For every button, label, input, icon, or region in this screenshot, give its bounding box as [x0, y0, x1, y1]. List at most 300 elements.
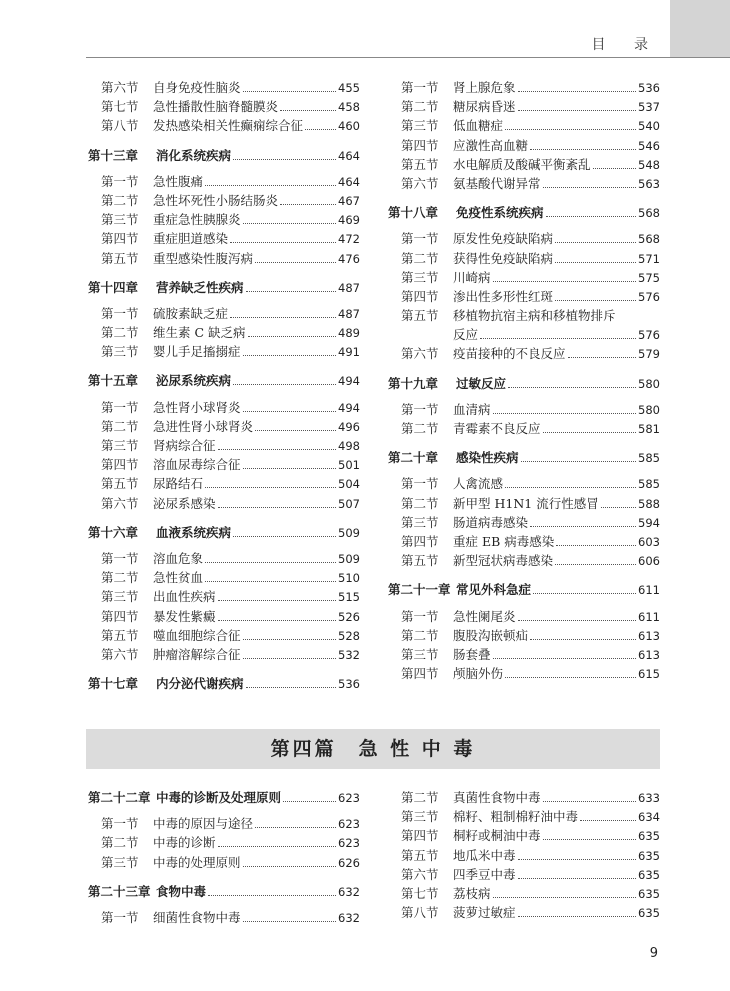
running-header-title: 目 录 — [591, 37, 660, 53]
dot-leader — [530, 627, 636, 640]
page-ref: 487 — [338, 280, 360, 295]
page-ref: 540 — [638, 119, 660, 134]
section-number: 第一节 — [101, 816, 139, 832]
section-title: 泌尿系感染 — [153, 495, 216, 511]
toc-entry-section — [388, 807, 660, 826]
page-ref: 585 — [638, 477, 660, 492]
dot-leader — [546, 204, 637, 217]
chapter-number: 第十九章 — [388, 375, 439, 391]
section-number: 第三节 — [401, 118, 439, 134]
chapter-number: 第二十章 — [388, 450, 439, 466]
toc-column-left-top — [88, 78, 360, 700]
page-ref: 568 — [638, 232, 660, 247]
section-number: 第五节 — [401, 156, 439, 172]
toc-entry-section — [88, 210, 360, 229]
toc-entry-section — [88, 417, 360, 436]
dot-leader — [601, 495, 636, 508]
toc-entry-section — [388, 229, 660, 248]
section-title: 原发性免疫缺陷病 — [453, 231, 554, 247]
dot-leader — [505, 665, 636, 678]
page-ref: 611 — [638, 583, 660, 598]
section-number: 第五节 — [401, 308, 439, 324]
chapter-number: 第十四章 — [88, 279, 139, 295]
chapter-title: 感染性疾病 — [456, 450, 519, 466]
toc-entry-section — [388, 174, 660, 193]
dot-leader — [543, 789, 637, 802]
section-title: 地瓜米中毒 — [453, 847, 516, 863]
dot-leader — [205, 569, 336, 582]
section-title: 出血性疾病 — [153, 589, 216, 605]
toc-entry-chapter — [388, 580, 660, 599]
section-number: 第五节 — [101, 627, 139, 643]
section-number: 第一节 — [401, 80, 439, 95]
toc-entry-section — [88, 908, 360, 927]
section-title: 菠萝过敏症 — [453, 905, 516, 921]
section-number: 第三节 — [401, 269, 439, 285]
dot-leader — [543, 827, 637, 840]
toc-entry-chapter — [88, 371, 360, 390]
toc-entry-section — [88, 474, 360, 493]
toc-entry-section — [88, 587, 360, 606]
section-title: 重症急性胰腺炎 — [153, 212, 241, 228]
section-title: 急性阑尾炎 — [453, 608, 516, 624]
toc-entry-section — [388, 474, 660, 493]
dot-leader — [205, 475, 336, 488]
section-title: 急性播散性脑脊髓膜炎 — [153, 99, 279, 115]
page-ref: 580 — [638, 376, 660, 391]
toc-entry-section — [88, 342, 360, 361]
section-title: 四季豆中毒 — [453, 866, 516, 882]
section-number: 第三节 — [101, 589, 139, 605]
toc-entry-section — [88, 172, 360, 191]
section-number: 第二节 — [101, 325, 139, 341]
section-title: 自身免疫性脑炎 — [153, 80, 241, 95]
page-ref: 632 — [338, 884, 360, 899]
part-title: 第四篇 急 性 中 毒 — [270, 738, 476, 760]
section-title: 婴儿手足搐搦症 — [153, 344, 241, 360]
dot-leader — [243, 854, 337, 867]
toc-entry-section — [388, 116, 660, 135]
toc-entry-section-continued — [388, 325, 660, 344]
toc-entry-section — [388, 78, 660, 97]
dot-leader — [208, 883, 336, 896]
page-ref: 476 — [338, 251, 360, 266]
dot-leader — [218, 588, 337, 601]
dot-leader — [246, 279, 337, 292]
dot-leader — [280, 192, 336, 205]
page-ref: 532 — [338, 647, 360, 662]
section-number: 第二节 — [401, 99, 439, 115]
chapter-number: 第十七章 — [88, 676, 139, 692]
dot-leader — [233, 147, 336, 160]
dot-leader — [255, 250, 336, 263]
page-ref: 546 — [638, 138, 660, 153]
dot-leader — [248, 324, 337, 337]
toc-entry-section — [88, 304, 360, 323]
toc-entry-chapter — [88, 882, 360, 901]
page-ref: 635 — [638, 848, 660, 863]
page-ref: 498 — [338, 439, 360, 453]
chapter-title: 过敏反应 — [456, 375, 507, 391]
dot-leader — [480, 326, 636, 339]
dot-leader — [243, 646, 337, 659]
toc-entry-section — [388, 400, 660, 419]
dot-leader — [255, 815, 336, 828]
page-ref: 623 — [338, 817, 360, 832]
toc-entry-section — [88, 455, 360, 474]
section-title: 川崎病 — [453, 269, 491, 285]
toc-entry-section — [388, 884, 660, 903]
section-number: 第一节 — [101, 305, 139, 321]
dot-leader — [555, 250, 636, 263]
dot-leader — [555, 288, 636, 301]
section-number: 第二节 — [401, 250, 439, 266]
dot-leader — [205, 173, 336, 186]
toc-entry-chapter — [88, 146, 360, 165]
section-number: 第五节 — [401, 847, 439, 863]
section-number: 第二节 — [101, 192, 139, 208]
page-ref: 472 — [338, 232, 360, 247]
toc-entry-chapter — [388, 448, 660, 467]
toc-entry-chapter — [388, 374, 660, 393]
dot-leader — [243, 79, 337, 92]
page-ref: 504 — [338, 477, 360, 492]
page-ref: 615 — [638, 667, 660, 682]
toc-entry-section — [88, 323, 360, 342]
page-ref: 606 — [638, 554, 660, 569]
toc-entry-section — [88, 249, 360, 268]
section-title: 中毒的诊断 — [153, 835, 216, 851]
dot-leader — [543, 175, 637, 188]
chapter-title: 营养缺乏性疾病 — [156, 279, 244, 295]
section-number: 第三节 — [401, 646, 439, 662]
section-title: 肾病综合征 — [153, 438, 216, 453]
chapter-title: 泌尿系统疾病 — [156, 373, 232, 389]
toc-entry-section — [88, 229, 360, 248]
header-rule — [86, 57, 730, 58]
page-ref: 496 — [338, 419, 360, 434]
toc-entry-section — [388, 513, 660, 532]
toc-entry-section — [388, 788, 660, 807]
section-number: 第六节 — [101, 495, 139, 511]
section-title: 获得性免疫缺陷病 — [453, 250, 554, 266]
chapter-number: 第十三章 — [88, 147, 139, 163]
section-title: 真菌性食物中毒 — [453, 790, 541, 805]
section-number: 第七节 — [401, 885, 439, 901]
dot-leader — [543, 420, 637, 433]
section-title: 肾上腺危象 — [453, 80, 516, 95]
dot-leader — [593, 156, 637, 169]
toc-entry-section — [388, 97, 660, 116]
chapter-title: 血液系统疾病 — [156, 524, 232, 540]
section-title: 颅脑外伤 — [453, 666, 504, 682]
section-number: 第四节 — [401, 288, 439, 304]
section-title: 肠套叠 — [453, 646, 491, 662]
toc-entry-section — [88, 568, 360, 587]
page-ref: 494 — [338, 400, 360, 415]
section-title: 重型感染性腹泻病 — [153, 250, 254, 266]
section-title: 荔枝病 — [453, 885, 491, 901]
section-title-continued: 反应 — [453, 327, 479, 343]
toc-entry-section — [88, 607, 360, 626]
page-ref: 623 — [338, 836, 360, 851]
toc-entry-section — [388, 306, 660, 325]
dot-leader — [518, 866, 637, 879]
toc-column-right-bottom — [388, 788, 660, 922]
section-title: 糖尿病昏迷 — [453, 99, 516, 115]
dot-leader — [555, 552, 636, 565]
section-number: 第四节 — [101, 231, 139, 247]
dot-leader — [521, 449, 637, 462]
toc-entry-section — [388, 249, 660, 268]
dot-leader — [533, 581, 636, 594]
section-number: 第一节 — [101, 399, 139, 415]
dot-leader — [530, 514, 636, 527]
section-title: 急性腹痛 — [153, 173, 204, 189]
toc-entry-section — [88, 549, 360, 568]
toc-entry-section — [88, 494, 360, 513]
section-title: 应激性高血糖 — [453, 137, 529, 153]
section-number: 第二节 — [401, 790, 439, 805]
section-number: 第二节 — [101, 570, 139, 586]
section-number: 第六节 — [401, 175, 439, 191]
page-ref: 603 — [638, 534, 660, 549]
page-ref: 576 — [638, 289, 660, 304]
section-number: 第六节 — [101, 80, 139, 95]
toc-entry-section — [388, 419, 660, 438]
section-title: 肠道病毒感染 — [453, 514, 529, 530]
page-ref: 537 — [638, 100, 660, 115]
section-number: 第一节 — [101, 173, 139, 189]
dot-leader — [218, 608, 337, 621]
page-ref: 528 — [338, 628, 360, 643]
toc-entry-section — [88, 436, 360, 455]
section-number: 第六节 — [401, 866, 439, 882]
dot-leader — [505, 117, 636, 130]
toc-column-left-bottom — [88, 788, 360, 927]
chapter-title: 消化系统疾病 — [156, 147, 232, 163]
section-title: 急性坏死性小肠结肠炎 — [153, 192, 279, 208]
chapter-number: 第十八章 — [388, 205, 439, 221]
dot-leader — [243, 627, 337, 640]
section-title: 渗出性多形性红斑 — [453, 288, 554, 304]
section-number: 第三节 — [101, 212, 139, 228]
chapter-number: 第二十三章 — [88, 883, 151, 899]
toc-entry-section — [388, 551, 660, 570]
chapter-number: 第十六章 — [88, 524, 139, 540]
dot-leader — [243, 909, 337, 922]
page-ref: 509 — [338, 525, 360, 540]
toc-entry-section — [88, 645, 360, 664]
page-ref: 548 — [638, 157, 660, 172]
section-title: 噬血细胞综合征 — [153, 627, 241, 643]
section-number: 第一节 — [401, 608, 439, 624]
toc-entry-section — [388, 532, 660, 551]
dot-leader — [280, 98, 336, 111]
toc-entry-section — [88, 814, 360, 833]
section-title: 细菌性食物中毒 — [153, 909, 241, 925]
page-ref: 509 — [338, 551, 360, 566]
page-ref: 613 — [638, 647, 660, 662]
toc-entry-section — [88, 191, 360, 210]
page-ref: 526 — [338, 609, 360, 624]
toc-entry-section — [388, 155, 660, 174]
toc-entry-section — [388, 626, 660, 645]
dot-leader — [555, 230, 636, 243]
page-ref: 460 — [338, 119, 360, 134]
section-number: 第四节 — [401, 828, 439, 844]
page-ref: 571 — [638, 251, 660, 266]
toc-entry-section — [88, 398, 360, 417]
toc-entry-section — [388, 664, 660, 683]
dot-leader — [218, 437, 337, 450]
toc-entry-chapter — [388, 203, 660, 222]
section-title: 新甲型 H1N1 流行性感冒 — [453, 495, 599, 511]
section-number: 第八节 — [401, 905, 439, 921]
page-ref: 634 — [638, 810, 660, 825]
page-ref: 580 — [638, 402, 660, 417]
dot-leader — [218, 834, 337, 847]
section-number: 第二节 — [401, 627, 439, 643]
toc-entry-section — [88, 78, 360, 97]
section-number: 第一节 — [401, 231, 439, 247]
page-ref: 507 — [338, 496, 360, 511]
section-number: 第六节 — [401, 346, 439, 362]
page-ref: 576 — [638, 328, 660, 343]
toc-entry-section — [388, 607, 660, 626]
page-ref: 613 — [638, 628, 660, 643]
chapter-number: 第十五章 — [88, 373, 139, 389]
page-ref: 501 — [338, 458, 360, 473]
section-title: 维生素 C 缺乏病 — [153, 325, 246, 341]
section-title: 中毒的处理原则 — [153, 854, 241, 870]
toc-entry-section — [88, 853, 360, 872]
section-number: 第四节 — [101, 457, 139, 473]
section-title: 急性贫血 — [153, 570, 204, 586]
section-title: 氨基酸代谢异常 — [453, 175, 541, 191]
chapter-number: 第二十二章 — [88, 790, 151, 805]
page-ref: 510 — [338, 571, 360, 586]
section-title: 肿瘤溶解综合征 — [153, 646, 241, 662]
corner-tab — [670, 0, 730, 58]
section-title: 人禽流感 — [453, 476, 504, 492]
toc-entry-chapter — [88, 278, 360, 297]
dot-leader — [493, 646, 637, 659]
section-title: 重症 EB 病毒感染 — [453, 533, 555, 549]
dot-leader — [493, 885, 637, 898]
page-ref: 611 — [638, 609, 660, 624]
section-number: 第五节 — [401, 553, 439, 569]
page-ref: 626 — [338, 855, 360, 870]
section-number: 第四节 — [401, 533, 439, 549]
section-number: 第三节 — [101, 854, 139, 870]
section-number: 第二节 — [101, 418, 139, 434]
dot-leader — [218, 495, 337, 508]
toc-entry-section — [88, 97, 360, 116]
dot-leader — [580, 808, 636, 821]
toc-entry-section — [88, 833, 360, 852]
dot-leader — [505, 475, 636, 488]
section-title: 疫苗接种的不良反应 — [453, 346, 566, 362]
dot-leader — [305, 117, 336, 130]
section-title: 新型冠状病毒感染 — [453, 553, 554, 569]
toc-entry-chapter — [88, 523, 360, 542]
chapter-title: 免疫性系统疾病 — [456, 205, 544, 221]
section-title: 中毒的原因与途径 — [153, 816, 254, 832]
page-ref: 489 — [338, 326, 360, 341]
section-title: 急性肾小球肾炎 — [153, 399, 241, 415]
section-title: 棉籽、粗制棉籽油中毒 — [453, 809, 579, 825]
section-number: 第一节 — [101, 909, 139, 925]
section-number: 第二节 — [101, 835, 139, 851]
page-ref: 635 — [638, 886, 660, 901]
page-ref: 594 — [638, 515, 660, 530]
dot-leader — [518, 608, 637, 621]
chapter-title: 食物中毒 — [156, 883, 207, 899]
dot-leader — [230, 305, 336, 318]
dot-leader — [493, 401, 637, 414]
page-ref: 494 — [338, 374, 360, 389]
section-title: 硫胺素缺乏症 — [153, 305, 229, 321]
page-ref: 568 — [638, 206, 660, 221]
dot-leader — [243, 343, 337, 356]
page-ref: 487 — [338, 306, 360, 321]
page-ref: 563 — [638, 176, 660, 191]
toc-entry-section — [88, 116, 360, 135]
section-number: 第一节 — [401, 476, 439, 492]
page-ref: 575 — [638, 270, 660, 285]
page-ref: 635 — [638, 867, 660, 882]
page-ref: 588 — [638, 496, 660, 511]
dot-leader — [518, 904, 637, 917]
section-title: 发热感染相关性癫痫综合征 — [153, 118, 304, 134]
dot-leader — [243, 456, 337, 469]
dot-leader — [493, 269, 637, 282]
toc-entry-section — [388, 826, 660, 845]
toc-entry-section — [388, 268, 660, 287]
page-ref: 635 — [638, 829, 660, 844]
section-title: 桐籽或桐油中毒 — [453, 828, 541, 844]
page-ref: 632 — [338, 910, 360, 925]
page-ref: 536 — [638, 81, 660, 95]
dot-leader — [233, 372, 336, 385]
dot-leader — [255, 418, 336, 431]
dot-leader — [233, 524, 336, 537]
part-heading-band — [86, 729, 660, 769]
chapter-title: 内分泌代谢疾病 — [156, 676, 244, 692]
toc-column-right-top — [388, 78, 660, 683]
section-title: 溶血尿毒综合征 — [153, 457, 241, 473]
section-number: 第五节 — [101, 250, 139, 266]
toc-entry-section — [388, 287, 660, 306]
dot-leader — [518, 98, 637, 111]
section-title: 腹股沟嵌顿疝 — [453, 627, 529, 643]
chapter-title: 中毒的诊断及处理原则 — [156, 790, 282, 805]
section-number: 第三节 — [101, 344, 139, 360]
section-title: 暴发性紫癜 — [153, 608, 216, 624]
dot-leader — [230, 230, 336, 243]
page-ref: 581 — [638, 422, 660, 436]
page-ref: 515 — [338, 590, 360, 605]
section-number: 第一节 — [401, 401, 439, 417]
dot-leader — [568, 345, 637, 358]
dot-leader — [283, 789, 336, 802]
section-title: 青霉素不良反应 — [453, 421, 541, 436]
dot-leader — [508, 375, 636, 388]
toc-entry-section — [388, 846, 660, 865]
dot-leader — [243, 211, 337, 224]
page-ref: 467 — [338, 193, 360, 208]
